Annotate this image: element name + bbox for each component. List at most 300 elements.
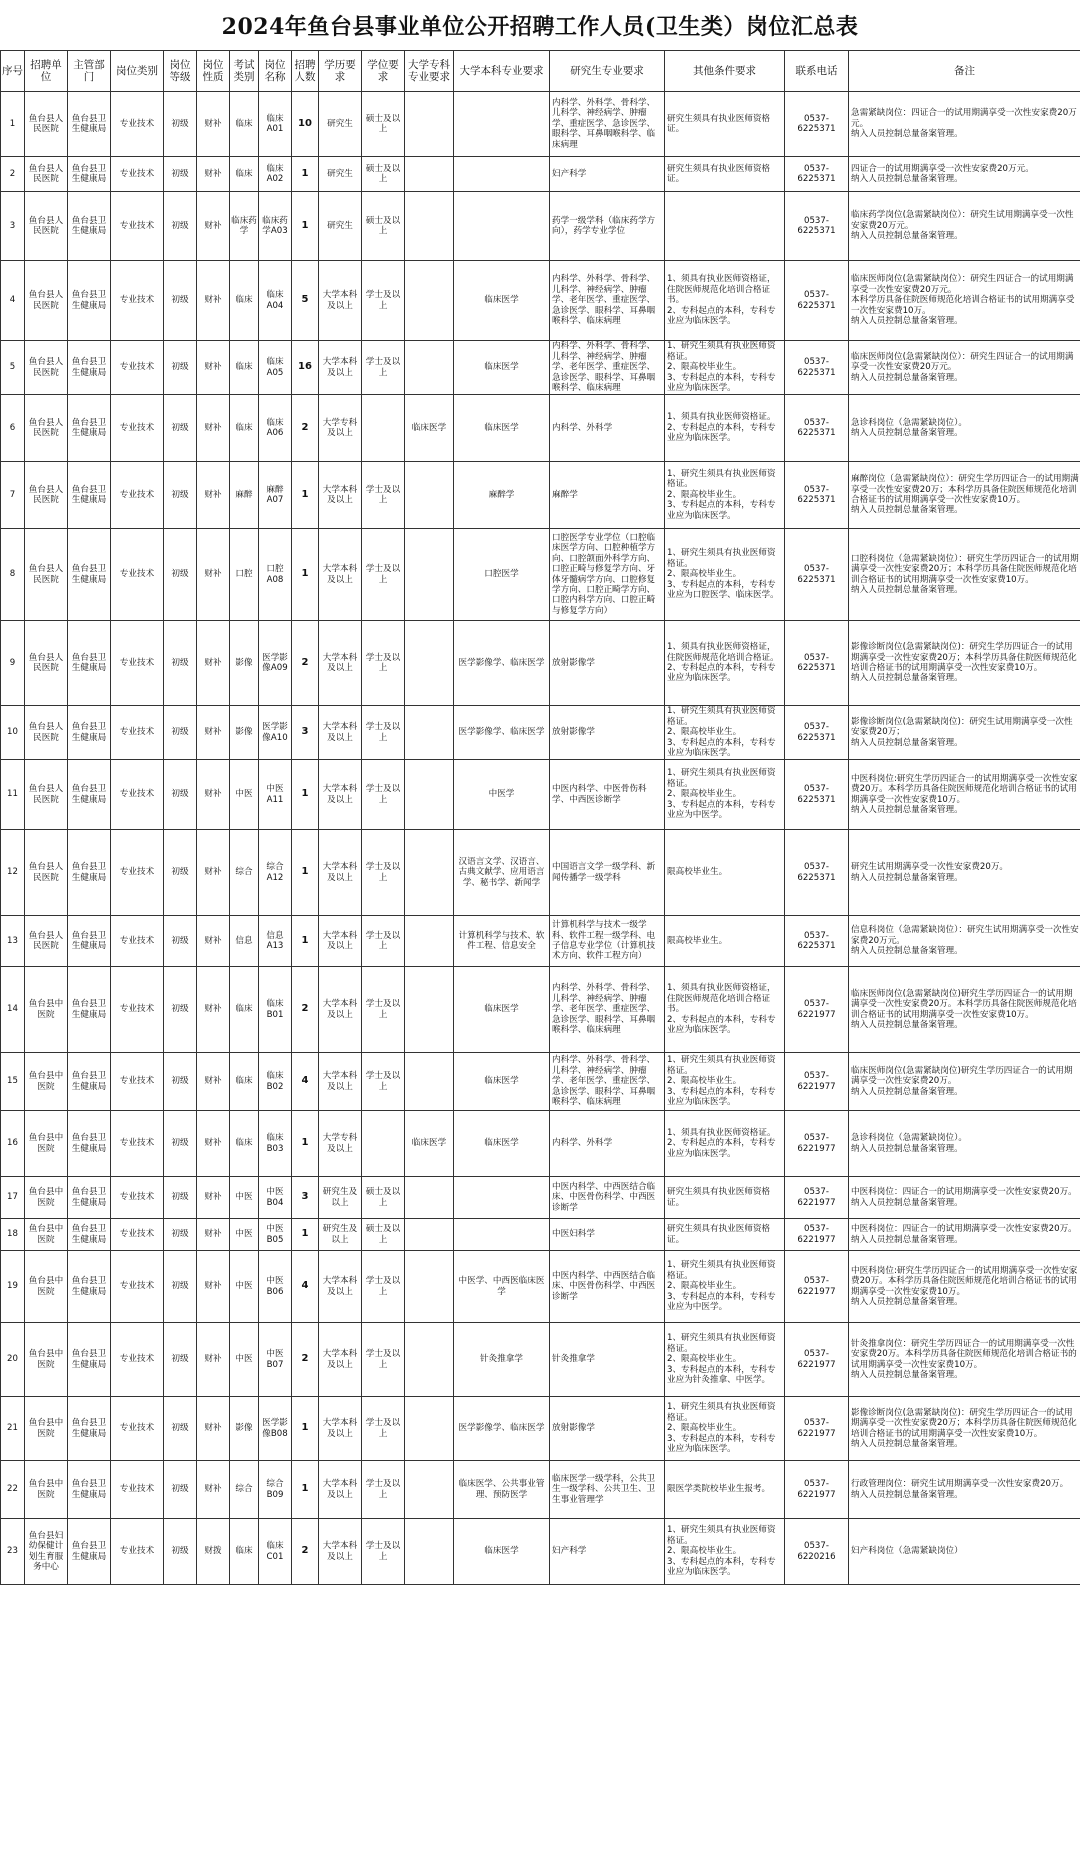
cell-graduate-major: 中国语言文学一级学科、新闻传播学一级学科: [550, 830, 665, 916]
cell-recruiting-unit: 鱼台县人民医院: [25, 621, 68, 706]
cell-graduate-major: 计算机科学与技术一级学科、软件工程一级学科、电子信息专业学位（计算机技术方向、软件工程方向）: [550, 916, 665, 967]
cell-position-nature: 财补: [197, 1323, 230, 1397]
cell-education: 研究生: [319, 92, 362, 157]
cell-contact-phone: 0537-6221977: [785, 1177, 849, 1219]
column-header: 学位要求: [362, 51, 405, 92]
cell-recruiting-unit: 鱼台县人民医院: [25, 830, 68, 916]
cell-bachelor-major: [454, 1219, 550, 1251]
cell-recruiting-unit: 鱼台县人民医院: [25, 706, 68, 760]
cell-degree: [362, 1111, 405, 1177]
cell-position-level: 初级: [164, 1519, 197, 1585]
column-header: 主管部门: [68, 51, 111, 92]
cell-position-category: 专业技术: [111, 1519, 164, 1585]
cell-headcount: 1: [292, 1461, 319, 1519]
cell-position-level: 初级: [164, 341, 197, 395]
cell-remarks: 口腔科岗位（急需紧缺岗位）：研究生学历四证合一的试用期满享受一次性安家费20万；本科学历具备住院医师规范化培训合格证书的试用期满享受一次性安家费10万。 纳入人员控制总量备案管理。: [849, 529, 1080, 621]
cell-exam-category: 中医: [230, 1251, 259, 1323]
cell-headcount: 10: [292, 92, 319, 157]
cell-graduate-major: 中医内科学、中西医结合临床、中医骨伤科学、中西医诊断学: [550, 1251, 665, 1323]
cell-degree: 硕士及以上: [362, 1219, 405, 1251]
cell-department: 鱼台县卫生健康局: [68, 1251, 111, 1323]
cell-row-number: 22: [1, 1461, 25, 1519]
cell-bachelor-major: [454, 92, 550, 157]
cell-exam-category: 中医: [230, 760, 259, 830]
cell-education: 研究生: [319, 157, 362, 192]
cell-position-category: 专业技术: [111, 92, 164, 157]
cell-exam-category: 影像: [230, 706, 259, 760]
cell-degree: 学士及以上: [362, 529, 405, 621]
cell-graduate-major: 内科学、外科学、骨科学、儿科学、神经病学、肿瘤学、老年医学、重症医学、急诊医学、眼科学、耳鼻咽喉科学、临床病理: [550, 261, 665, 341]
cell-headcount: 4: [292, 1053, 319, 1111]
cell-remarks: 针灸推拿岗位：研究生学历四证合一的试用期满享受一次性安家费20万。本科学历具备住院医师规范化培训合格证书的试用期满享受一次性安家费10万。 纳入人员控制总量备案管理。: [849, 1323, 1080, 1397]
cell-position-nature: 财补: [197, 1053, 230, 1111]
cell-contact-phone: 0537-6225371: [785, 192, 849, 261]
cell-headcount: 1: [292, 529, 319, 621]
cell-exam-category: 影像: [230, 1397, 259, 1461]
cell-education: 大学本科及以上: [319, 621, 362, 706]
cell-position-level: 初级: [164, 1397, 197, 1461]
cell-graduate-major: 针灸推拿学: [550, 1323, 665, 1397]
positions-table: [0, 50, 1080, 1585]
table-row: [1, 92, 1080, 157]
cell-exam-category: 影像: [230, 621, 259, 706]
cell-department: 鱼台县卫生健康局: [68, 462, 111, 529]
cell-other-requirements: 1、须具有执业医师资格证。 2、专科起点的本科，专科专业应为临床医学。: [665, 395, 785, 462]
cell-degree: 硕士及以上: [362, 1177, 405, 1219]
cell-degree: 学士及以上: [362, 706, 405, 760]
table-row: [1, 1053, 1080, 1111]
cell-position-name: 中医B05: [259, 1219, 292, 1251]
cell-department: 鱼台县卫生健康局: [68, 1461, 111, 1519]
cell-remarks: 急诊科岗位（急需紧缺岗位）。 纳入人员控制总量备案管理。: [849, 1111, 1080, 1177]
cell-other-requirements: 1、研究生须具有执业医师资格证。 2、限高校毕业生。 3、专科起点的本科，专科专业应为临床医学。: [665, 706, 785, 760]
cell-contact-phone: 0537-6225371: [785, 157, 849, 192]
cell-exam-category: 临床药学: [230, 192, 259, 261]
table-row: [1, 1519, 1080, 1585]
cell-exam-category: 临床: [230, 395, 259, 462]
cell-remarks: 研究生试用期满享受一次性安家费20万。 纳入人员控制总量备案管理。: [849, 830, 1080, 916]
cell-department: 鱼台县卫生健康局: [68, 261, 111, 341]
cell-exam-category: 临床: [230, 92, 259, 157]
cell-department: 鱼台县卫生健康局: [68, 529, 111, 621]
cell-exam-category: 综合: [230, 1461, 259, 1519]
cell-degree: 学士及以上: [362, 1519, 405, 1585]
cell-remarks: 影像诊断岗位(急需紧缺岗位)：研究生学历四证合一的试用期满享受一次性安家费20万；本科学历具备住院医师规范化培训合格证书的试用期满享受一次性安家费10万。 纳入人员控制总量备案管理。: [849, 621, 1080, 706]
cell-degree: 学士及以上: [362, 1461, 405, 1519]
cell-bachelor-major: 临床医学: [454, 395, 550, 462]
cell-position-name: 麻醉A07: [259, 462, 292, 529]
cell-education: 大学本科及以上: [319, 830, 362, 916]
cell-department: 鱼台县卫生健康局: [68, 1397, 111, 1461]
cell-bachelor-major: [454, 157, 550, 192]
cell-exam-category: 临床: [230, 1519, 259, 1585]
cell-education: 大学本科及以上: [319, 1251, 362, 1323]
cell-remarks: 急诊科岗位（急需紧缺岗位）。 纳入人员控制总量备案管理。: [849, 395, 1080, 462]
cell-remarks: 麻醉岗位（急需紧缺岗位）：研究生学历四证合一的试用期满享受一次性安家费20万；本科学历具备住院医师规范化培训合格证书的试用期满享受一次性安家费10万。 纳入人员控制总量备案管理。: [849, 462, 1080, 529]
cell-contact-phone: 0537-6225371: [785, 395, 849, 462]
cell-position-level: 初级: [164, 1219, 197, 1251]
cell-position-level: 初级: [164, 1461, 197, 1519]
column-header: 序号: [1, 51, 25, 92]
cell-recruiting-unit: 鱼台县中医院: [25, 1111, 68, 1177]
cell-remarks: 临床医师岗位(急需紧缺岗位)研究生学历四证合一的试用期满享受一次性安家费20万。 纳入人员控制总量备案管理。: [849, 1053, 1080, 1111]
cell-recruiting-unit: 鱼台县人民医院: [25, 760, 68, 830]
cell-position-level: 初级: [164, 916, 197, 967]
cell-remarks: 中医科岗位:研究生学历四证合一的试用期满享受一次性安家费20万。本科学历具备住院医师规范化培训合格证书的试用期满享受一次性安家费10万。 纳入人员控制总量备案管理。: [849, 760, 1080, 830]
cell-remarks: 中医科岗位：四证合一的试用期满享受一次性安家费20万。 纳入人员控制总量备案管理。: [849, 1219, 1080, 1251]
cell-graduate-major: 口腔医学专业学位（口腔临床医学方向、口腔种植学方向、口腔颌面外科学方向、口腔正畸与修复学方向、牙体牙髓病学方向、口腔修复学方向、口腔正畸学方向、口腔内科学方向、口腔正畸与修复学方向）: [550, 529, 665, 621]
cell-contact-phone: 0537-6225371: [785, 621, 849, 706]
cell-position-category: 专业技术: [111, 1251, 164, 1323]
cell-bachelor-major: 临床医学: [454, 341, 550, 395]
table-row: [1, 341, 1080, 395]
column-header: 岗位等级: [164, 51, 197, 92]
cell-headcount: 1: [292, 760, 319, 830]
cell-position-nature: 财补: [197, 395, 230, 462]
cell-department: 鱼台县卫生健康局: [68, 1177, 111, 1219]
column-header: 备注: [849, 51, 1080, 92]
cell-headcount: 1: [292, 192, 319, 261]
cell-position-level: 初级: [164, 192, 197, 261]
cell-bachelor-major: 针灸推拿学: [454, 1323, 550, 1397]
cell-position-category: 专业技术: [111, 706, 164, 760]
cell-position-name: 医学影像B08: [259, 1397, 292, 1461]
cell-headcount: 3: [292, 1177, 319, 1219]
table-row: [1, 157, 1080, 192]
cell-other-requirements: 1、研究生须具有执业医师资格证。 2、限高校毕业生。 3、专科起点的本科，专科专业应为临床医学。: [665, 462, 785, 529]
cell-graduate-major: 放射影像学: [550, 1397, 665, 1461]
cell-position-name: 临床B03: [259, 1111, 292, 1177]
cell-row-number: 1: [1, 92, 25, 157]
cell-position-name: 临床B02: [259, 1053, 292, 1111]
cell-graduate-major: 临床医学一级学科，公共卫生一级学科、公共卫生、卫生事业管理学: [550, 1461, 665, 1519]
cell-department: 鱼台县卫生健康局: [68, 341, 111, 395]
cell-graduate-major: 妇产科学: [550, 157, 665, 192]
cell-degree: 学士及以上: [362, 760, 405, 830]
cell-education: 大学本科及以上: [319, 1519, 362, 1585]
cell-bachelor-major: 医学影像学、临床医学: [454, 706, 550, 760]
cell-position-level: 初级: [164, 706, 197, 760]
cell-position-name: 临床A05: [259, 341, 292, 395]
cell-degree: 硕士及以上: [362, 192, 405, 261]
cell-position-level: 初级: [164, 1177, 197, 1219]
cell-other-requirements: 限高校毕业生。: [665, 830, 785, 916]
cell-college-major: [405, 621, 454, 706]
cell-contact-phone: 0537-6221977: [785, 1219, 849, 1251]
header-row: [1, 51, 1080, 92]
table-row: [1, 1219, 1080, 1251]
cell-remarks: 影像诊断岗位(急需紧缺岗位)：研究生学历四证合一的试用期满享受一次性安家费20万；本科学历具备住院医师规范化培训合格证书的试用期满享受一次性安家费10万。 纳入人员控制总量备案管理。: [849, 1397, 1080, 1461]
cell-other-requirements: 1、须具有执业医师资格证，住院医师规范化培训合格证。 2、专科起点的本科，专科专业应为临床医学。: [665, 621, 785, 706]
cell-remarks: 影像诊断岗位(急需紧缺岗位)：研究生试用期满享受一次性安家费20万； 纳入人员控制总量备案管理。: [849, 706, 1080, 760]
cell-position-category: 专业技术: [111, 621, 164, 706]
cell-headcount: 2: [292, 395, 319, 462]
cell-position-nature: 财补: [197, 1177, 230, 1219]
cell-row-number: 6: [1, 395, 25, 462]
cell-department: 鱼台县卫生健康局: [68, 706, 111, 760]
cell-education: 大学本科及以上: [319, 261, 362, 341]
cell-bachelor-major: 麻醉学: [454, 462, 550, 529]
cell-college-major: [405, 529, 454, 621]
cell-position-name: 综合B09: [259, 1461, 292, 1519]
cell-remarks: 妇产科岗位（急需紧缺岗位）: [849, 1519, 1080, 1585]
cell-position-category: 专业技术: [111, 192, 164, 261]
cell-position-category: 专业技术: [111, 1053, 164, 1111]
cell-college-major: [405, 92, 454, 157]
cell-college-major: [405, 1519, 454, 1585]
cell-department: 鱼台县卫生健康局: [68, 760, 111, 830]
table-row: [1, 1461, 1080, 1519]
cell-headcount: 1: [292, 916, 319, 967]
column-header: 其他条件要求: [665, 51, 785, 92]
cell-education: 大学专科及以上: [319, 395, 362, 462]
cell-college-major: [405, 192, 454, 261]
table-row: [1, 621, 1080, 706]
cell-education: 大学本科及以上: [319, 706, 362, 760]
cell-other-requirements: 1、研究生须具有执业医师资格证。 2、限高校毕业生。 3、专科起点的本科，专科专业应为中医学。: [665, 760, 785, 830]
cell-position-level: 初级: [164, 529, 197, 621]
cell-exam-category: 临床: [230, 157, 259, 192]
cell-position-category: 专业技术: [111, 1461, 164, 1519]
cell-recruiting-unit: 鱼台县人民医院: [25, 529, 68, 621]
cell-contact-phone: 0537-6221977: [785, 1323, 849, 1397]
cell-position-category: 专业技术: [111, 395, 164, 462]
cell-recruiting-unit: 鱼台县人民医院: [25, 395, 68, 462]
cell-position-name: 临床A02: [259, 157, 292, 192]
cell-exam-category: 临床: [230, 967, 259, 1053]
cell-row-number: 9: [1, 621, 25, 706]
cell-contact-phone: 0537-6221977: [785, 1053, 849, 1111]
cell-position-nature: 财补: [197, 916, 230, 967]
cell-position-category: 专业技术: [111, 1177, 164, 1219]
cell-graduate-major: 中医内科学、中医骨伤科学、中西医诊断学: [550, 760, 665, 830]
cell-graduate-major: 药学一级学科（临床药学方向），药学专业学位: [550, 192, 665, 261]
cell-position-name: 临床B01: [259, 967, 292, 1053]
cell-row-number: 18: [1, 1219, 25, 1251]
cell-row-number: 16: [1, 1111, 25, 1177]
cell-degree: 学士及以上: [362, 830, 405, 916]
cell-remarks: 中医科岗位:研究生学历四证合一的试用期满享受一次性安家费20万。本科学历具备住院医师规范化培训合格证书的试用期满享受一次性安家费10万。 纳入人员控制总量备案管理。: [849, 1251, 1080, 1323]
cell-position-level: 初级: [164, 395, 197, 462]
cell-contact-phone: 0537-6225371: [785, 529, 849, 621]
cell-other-requirements: 研究生须具有执业医师资格证。: [665, 1177, 785, 1219]
cell-recruiting-unit: 鱼台县人民医院: [25, 462, 68, 529]
cell-college-major: [405, 916, 454, 967]
cell-position-level: 初级: [164, 1323, 197, 1397]
cell-other-requirements: 1、须具有执业医师资格证，住院医师规范化培训合格证书。 2、专科起点的本科，专科专业应为临床医学。: [665, 967, 785, 1053]
cell-bachelor-major: 临床医学: [454, 1111, 550, 1177]
cell-college-major: [405, 462, 454, 529]
cell-graduate-major: 中医妇科学: [550, 1219, 665, 1251]
cell-position-nature: 财补: [197, 760, 230, 830]
cell-row-number: 14: [1, 967, 25, 1053]
cell-college-major: [405, 1053, 454, 1111]
cell-contact-phone: 0537-6225371: [785, 462, 849, 529]
table-row: [1, 916, 1080, 967]
cell-bachelor-major: [454, 192, 550, 261]
cell-other-requirements: 1、研究生须具有执业医师资格证。 2、限高校毕业生。 3、专科起点的本科，专科专业应为中医学。: [665, 1251, 785, 1323]
table-row: [1, 1177, 1080, 1219]
cell-position-name: 临床C01: [259, 1519, 292, 1585]
cell-position-nature: 财补: [197, 1397, 230, 1461]
cell-remarks: 行政管理岗位：研究生试用期满享受一次性安家费20万。 纳入人员控制总量备案管理。: [849, 1461, 1080, 1519]
cell-row-number: 11: [1, 760, 25, 830]
cell-row-number: 23: [1, 1519, 25, 1585]
cell-contact-phone: 0537-6225371: [785, 830, 849, 916]
cell-other-requirements: 1、须具有执业医师资格证，住院医师规范化培训合格证书。 2、专科起点的本科，专科专业应为临床医学。: [665, 261, 785, 341]
cell-department: 鱼台县卫生健康局: [68, 1323, 111, 1397]
column-header: 招聘单位: [25, 51, 68, 92]
cell-headcount: 2: [292, 1323, 319, 1397]
cell-exam-category: 临床: [230, 341, 259, 395]
cell-recruiting-unit: 鱼台县人民医院: [25, 157, 68, 192]
cell-contact-phone: 0537-6221977: [785, 1251, 849, 1323]
cell-bachelor-major: 口腔医学: [454, 529, 550, 621]
cell-college-major: [405, 1461, 454, 1519]
cell-education: 大学本科及以上: [319, 529, 362, 621]
cell-contact-phone: 0537-6221977: [785, 1111, 849, 1177]
cell-college-major: 临床医学: [405, 395, 454, 462]
page-title: 2024年鱼台县事业单位公开招聘工作人员(卫生类）岗位汇总表: [221, 13, 859, 40]
cell-headcount: 1: [292, 1397, 319, 1461]
cell-remarks: 临床医师岗位(急需紧缺岗位）：研究生四证合一的试用期满享受一次性安家费20万元。 本科学历具备住院医师规范化培训合格证书的试用期满享受一次性安家费10万。 纳入人员控制总量备案管理。: [849, 261, 1080, 341]
cell-college-major: [405, 157, 454, 192]
cell-education: 大学本科及以上: [319, 1053, 362, 1111]
cell-other-requirements: 研究生须具有执业医师资格证。: [665, 157, 785, 192]
cell-recruiting-unit: 鱼台县中医院: [25, 1397, 68, 1461]
cell-recruiting-unit: 鱼台县中医院: [25, 1053, 68, 1111]
column-header: 大学本科专业要求: [454, 51, 550, 92]
cell-position-category: 专业技术: [111, 1323, 164, 1397]
cell-education: 大学本科及以上: [319, 1461, 362, 1519]
cell-remarks: 急需紧缺岗位：四证合一的试用期满享受一次性安家费20万元。 纳入人员控制总量备案管理。: [849, 92, 1080, 157]
cell-headcount: 1: [292, 830, 319, 916]
cell-position-name: 中医B06: [259, 1251, 292, 1323]
cell-row-number: 2: [1, 157, 25, 192]
cell-position-name: 中医B04: [259, 1177, 292, 1219]
cell-exam-category: 综合: [230, 830, 259, 916]
cell-department: 鱼台县卫生健康局: [68, 1219, 111, 1251]
cell-position-name: 综合A12: [259, 830, 292, 916]
cell-exam-category: 麻醉: [230, 462, 259, 529]
cell-education: 大学本科及以上: [319, 1397, 362, 1461]
cell-recruiting-unit: 鱼台县中医院: [25, 1461, 68, 1519]
cell-position-level: 初级: [164, 830, 197, 916]
table-row: [1, 760, 1080, 830]
cell-bachelor-major: 临床医学: [454, 1053, 550, 1111]
cell-position-level: 初级: [164, 92, 197, 157]
cell-position-name: 口腔A08: [259, 529, 292, 621]
cell-other-requirements: 1、须具有执业医师资格证。 2、专科起点的本科，专科专业应为临床医学。: [665, 1111, 785, 1177]
cell-education: 大学本科及以上: [319, 341, 362, 395]
cell-college-major: [405, 760, 454, 830]
cell-education: 大学本科及以上: [319, 462, 362, 529]
cell-exam-category: 中医: [230, 1323, 259, 1397]
cell-headcount: 3: [292, 706, 319, 760]
cell-college-major: [405, 1251, 454, 1323]
cell-remarks: 四证合一的试用期满享受一次性安家费20万元。 纳入人员控制总量备案管理。: [849, 157, 1080, 192]
table-row: [1, 706, 1080, 760]
cell-college-major: [405, 341, 454, 395]
cell-recruiting-unit: 鱼台县人民医院: [25, 92, 68, 157]
cell-position-level: 初级: [164, 1053, 197, 1111]
cell-education: 研究生: [319, 192, 362, 261]
cell-degree: 学士及以上: [362, 1323, 405, 1397]
cell-recruiting-unit: 鱼台县妇幼保健计划生育服务中心: [25, 1519, 68, 1585]
cell-college-major: [405, 1397, 454, 1461]
column-header: 大学专科专业要求: [405, 51, 454, 92]
cell-row-number: 17: [1, 1177, 25, 1219]
cell-position-name: 临床A01: [259, 92, 292, 157]
cell-position-nature: 财补: [197, 621, 230, 706]
cell-degree: 学士及以上: [362, 1251, 405, 1323]
cell-college-major: [405, 1323, 454, 1397]
cell-graduate-major: 内科学、外科学、骨科学、儿科学、神经病学、肿瘤学、重症医学、急诊医学、眼科学、耳鼻咽喉科学、临床病理: [550, 92, 665, 157]
cell-contact-phone: 0537-6225371: [785, 92, 849, 157]
cell-position-level: 初级: [164, 1111, 197, 1177]
cell-department: 鱼台县卫生健康局: [68, 916, 111, 967]
cell-education: 大学本科及以上: [319, 916, 362, 967]
cell-position-category: 专业技术: [111, 261, 164, 341]
cell-position-category: 专业技术: [111, 529, 164, 621]
cell-contact-phone: 0537-6225371: [785, 916, 849, 967]
cell-position-nature: 财补: [197, 261, 230, 341]
cell-degree: 学士及以上: [362, 341, 405, 395]
cell-degree: [362, 395, 405, 462]
cell-position-level: 初级: [164, 261, 197, 341]
cell-bachelor-major: 临床医学、公共事业管理、预防医学: [454, 1461, 550, 1519]
table-row: [1, 1323, 1080, 1397]
cell-position-nature: 财补: [197, 967, 230, 1053]
cell-graduate-major: 妇产科学: [550, 1519, 665, 1585]
column-header: 研究生专业要求: [550, 51, 665, 92]
cell-degree: 硕士及以上: [362, 92, 405, 157]
cell-row-number: 3: [1, 192, 25, 261]
cell-contact-phone: 0537-6225371: [785, 706, 849, 760]
cell-position-nature: 财补: [197, 706, 230, 760]
table-row: [1, 192, 1080, 261]
cell-position-nature: 财补: [197, 341, 230, 395]
cell-position-nature: 财拨: [197, 1519, 230, 1585]
cell-other-requirements: 1、研究生须具有执业医师资格证。 2、限高校毕业生。 3、专科起点的本科，专科专业应为针灸推拿、中医学。: [665, 1323, 785, 1397]
table-row: [1, 462, 1080, 529]
cell-recruiting-unit: 鱼台县中医院: [25, 967, 68, 1053]
table-row: [1, 1397, 1080, 1461]
cell-position-category: 专业技术: [111, 1111, 164, 1177]
cell-other-requirements: 研究生须具有执业医师资格证。: [665, 92, 785, 157]
cell-row-number: 10: [1, 706, 25, 760]
column-header: 招聘人数: [292, 51, 319, 92]
cell-position-nature: 财补: [197, 462, 230, 529]
cell-bachelor-major: 医学影像学、临床医学: [454, 1397, 550, 1461]
cell-department: 鱼台县卫生健康局: [68, 830, 111, 916]
cell-degree: 学士及以上: [362, 967, 405, 1053]
cell-department: 鱼台县卫生健康局: [68, 621, 111, 706]
cell-education: 研究生及以上: [319, 1219, 362, 1251]
cell-degree: 学士及以上: [362, 462, 405, 529]
cell-bachelor-major: 医学影像学、临床医学: [454, 621, 550, 706]
cell-recruiting-unit: 鱼台县中医院: [25, 1219, 68, 1251]
cell-position-category: 专业技术: [111, 157, 164, 192]
cell-recruiting-unit: 鱼台县中医院: [25, 1323, 68, 1397]
cell-department: 鱼台县卫生健康局: [68, 157, 111, 192]
cell-position-name: 中医B07: [259, 1323, 292, 1397]
cell-other-requirements: 1、研究生须具有执业医师资格证。 2、限高校毕业生。 3、专科起点的本科，专科专业应为口腔医学、临床医学。: [665, 529, 785, 621]
cell-position-name: 临床A06: [259, 395, 292, 462]
cell-education: 研究生及以上: [319, 1177, 362, 1219]
cell-education: 大学本科及以上: [319, 1323, 362, 1397]
cell-headcount: 2: [292, 967, 319, 1053]
